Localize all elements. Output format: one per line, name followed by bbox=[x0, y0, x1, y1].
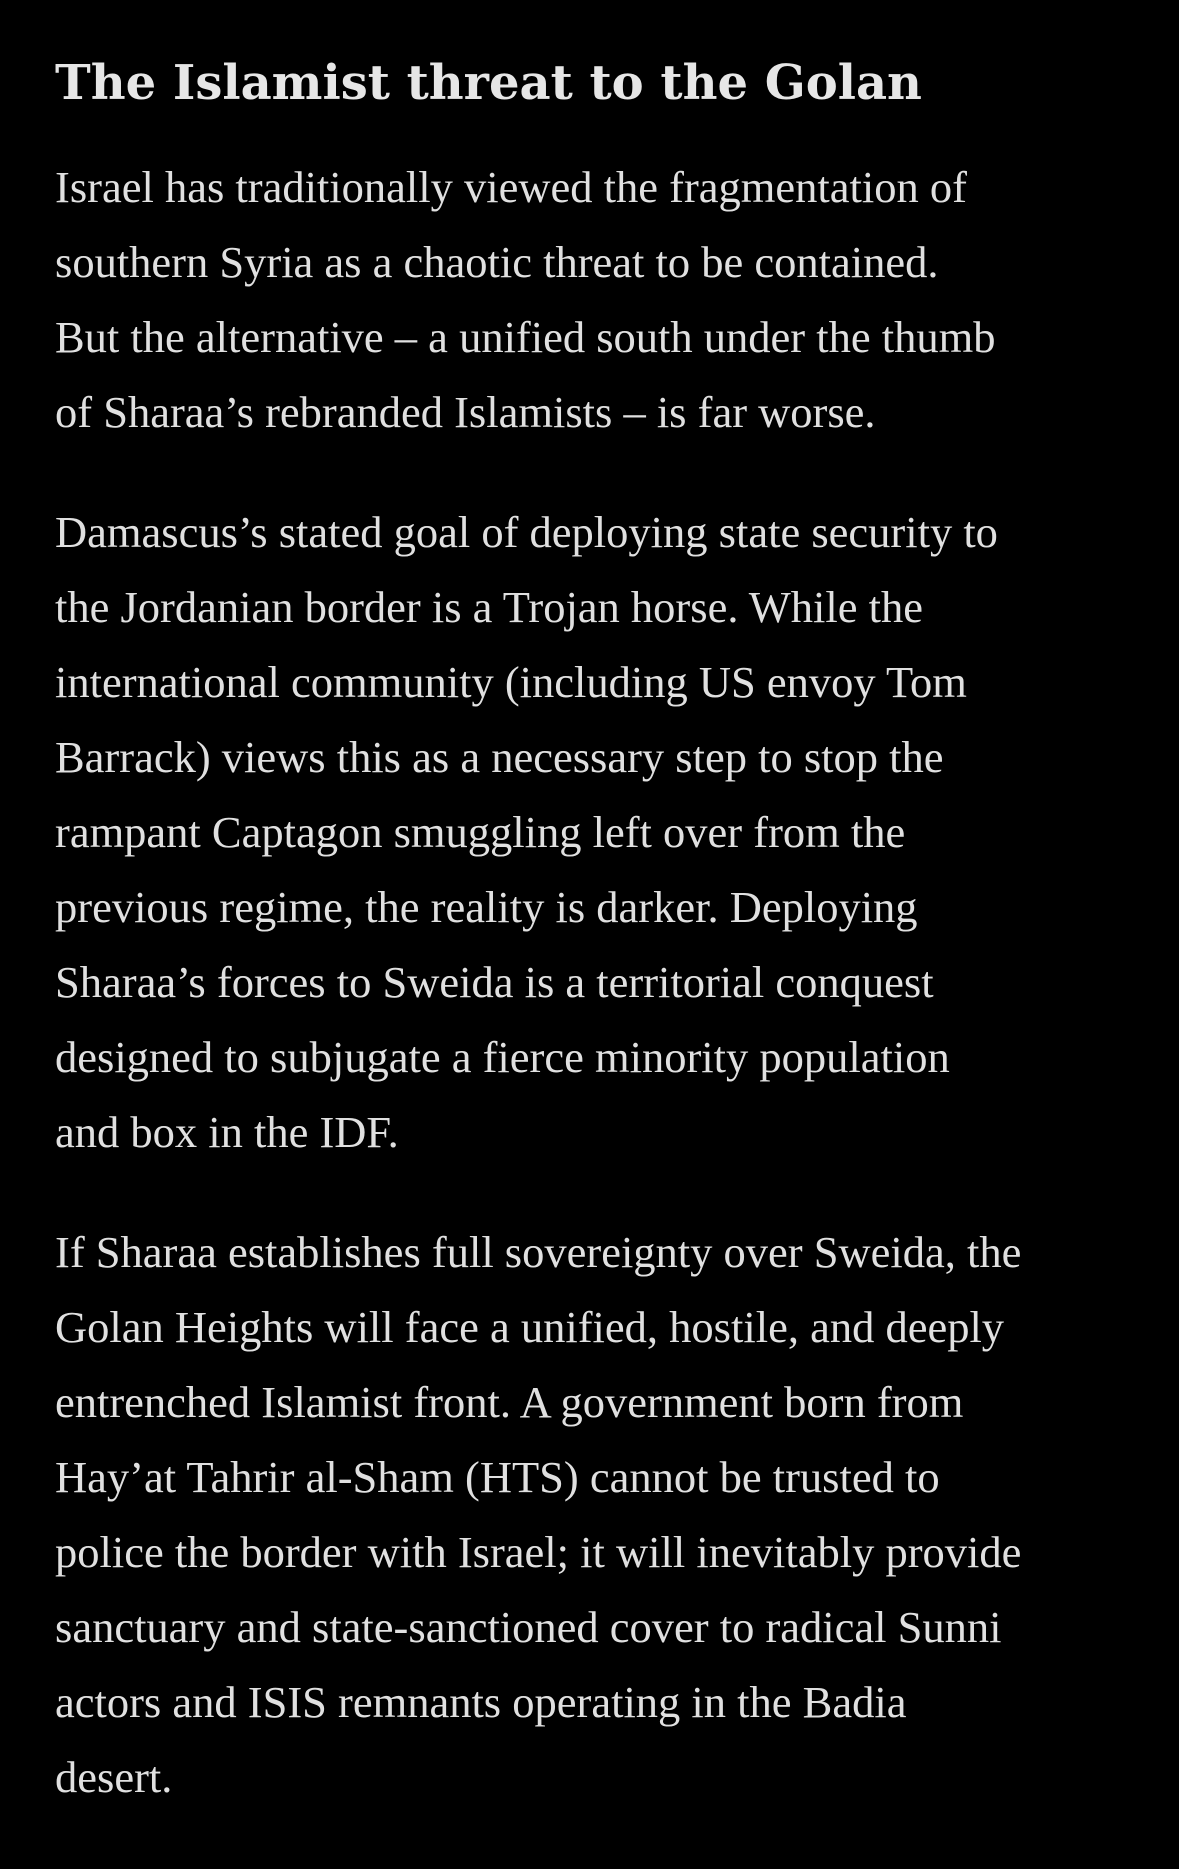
text-line: the Jordanian border is a Trojan horse. While the bbox=[55, 582, 923, 632]
text-line: and box in the IDF. bbox=[55, 1107, 399, 1157]
article-body bbox=[55, 38, 1145, 1860]
text-line: actors and ISIS remnants operating in the Badia bbox=[55, 1677, 907, 1727]
text-line: desert. bbox=[55, 1752, 173, 1802]
article-heading: The Islamist threat to the Golan bbox=[55, 55, 922, 111]
text-line: Hay’at Tahrir al-Sham (HTS) cannot be trusted to bbox=[55, 1452, 940, 1502]
text-line: southern Syria as a chaotic threat to be contained. bbox=[55, 237, 939, 287]
text-line: Damascus’s stated goal of deploying state security to bbox=[55, 507, 998, 557]
text-line: sanctuary and state-sanctioned cover to radical Sunni bbox=[55, 1602, 1002, 1652]
paragraph-1 bbox=[55, 150, 1145, 450]
text-line: international community (including US envoy Tom bbox=[55, 657, 967, 707]
text-line: Israel has traditionally viewed the fragmentation of bbox=[55, 162, 967, 212]
text-line: If Sharaa establishes full sovereignty over Sweida, the bbox=[55, 1227, 1022, 1277]
text-line: previous regime, the reality is darker. Deploying bbox=[55, 882, 918, 932]
paragraph-2 bbox=[55, 495, 1145, 1170]
text-line: Barrack) views this as a necessary step to stop the bbox=[55, 732, 944, 782]
text-line: Sharaa’s forces to Sweida is a territorial conquest bbox=[55, 957, 934, 1007]
text-line: rampant Captagon smuggling left over from the bbox=[55, 807, 906, 857]
text-line: police the border with Israel; it will inevitably provide bbox=[55, 1527, 1022, 1577]
text-line: designed to subjugate a fierce minority population bbox=[55, 1032, 950, 1082]
text-line: But the alternative – a unified south under the thumb bbox=[55, 312, 996, 362]
text-line: entrenched Islamist front. A government born from bbox=[55, 1377, 964, 1427]
text-line: of Sharaa’s rebranded Islamists – is far worse. bbox=[55, 387, 876, 437]
text-line: Golan Heights will face a unified, hostile, and deeply bbox=[55, 1302, 1005, 1352]
paragraph-3 bbox=[55, 1215, 1145, 1815]
